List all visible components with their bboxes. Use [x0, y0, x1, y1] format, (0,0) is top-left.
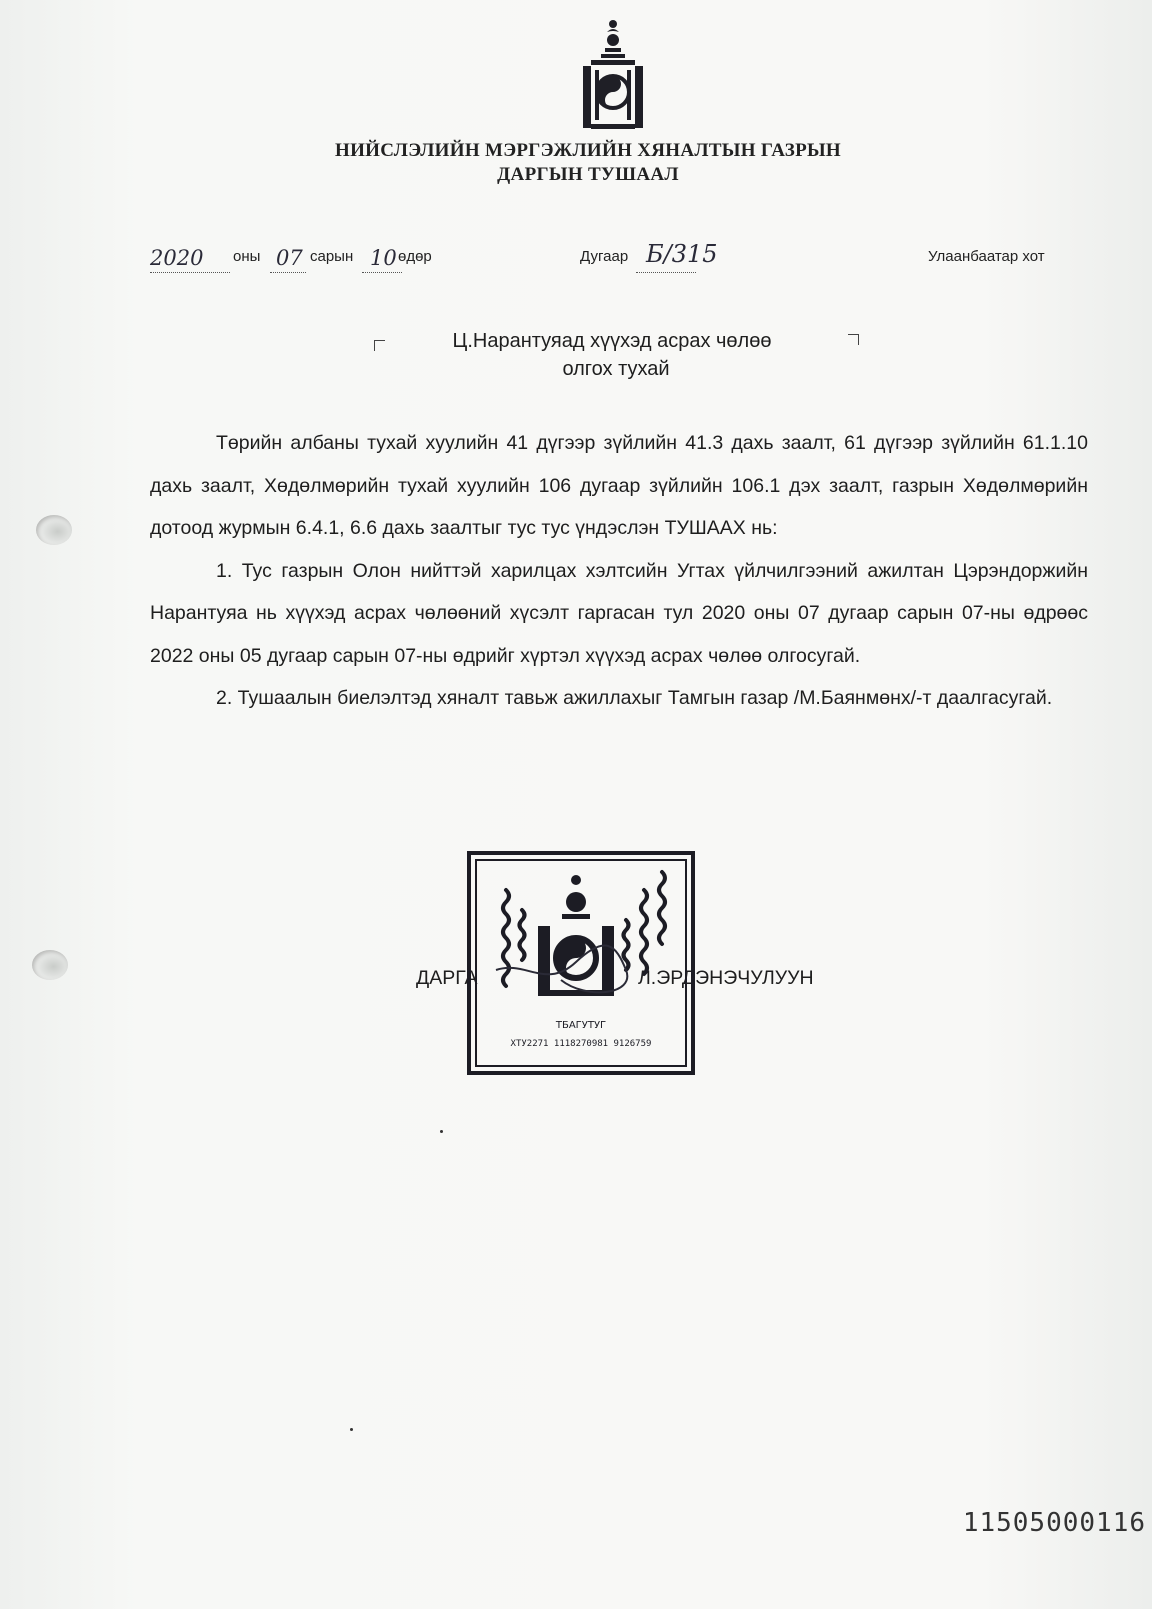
punch-hole-bottom: [32, 950, 68, 980]
date-month: 07: [276, 246, 303, 270]
document-number: 11505000116: [962, 1508, 1146, 1538]
signer-name: Л.ЭРДЭНЭЧУЛУУН: [638, 967, 814, 989]
preamble-paragraph: Төрийн албаны тухай хуулийн 41 дүгээр зүйлийн 41.3 дахь заалт, 61 дүгээр зүйлийн 61.1.10 дахь заалт, Хөдөлмөрийн тухай хуулийн 106 дугаар зүйлийн 106.1 дэх заалт, газрын Хөдөлмөрийн дотоод журмын 6.4.1, 6.6 дахь заалтыг тус тус үндэслэн ТУШААХ нь:: [150, 432, 1088, 539]
order-number: Б/315: [646, 240, 718, 268]
date-year: 2020: [150, 246, 204, 270]
year-suffix: оны: [233, 248, 261, 265]
day-underline: [362, 272, 402, 273]
place: Улаанбаатар хот: [928, 248, 1045, 265]
subject-line1: Ц.Нарантуяад хүүхэд асрах чөлөө: [452, 330, 772, 352]
order-item-1: 1. Тус газрын Олон нийттэй харилцах хэлтсийн Угтах үйлчилгээний ажилтан Цэрэндоржийн Нарантуяа нь хүүхэд асрах чөлөөний хүсэлт гаргасан тул 2020 оны 07 дугаар сарын 07-ны өдрөөс 2022 оны 05 дугаар сарын 07-ны өдрийг хүртэл хүүхэд асрах чөлөө олгосугай.: [150, 559, 1088, 667]
month-suffix: сарын: [310, 248, 354, 265]
official-stamp: [466, 850, 696, 1076]
month-underline: [270, 272, 306, 273]
year-underline: [150, 272, 230, 273]
day-suffix: өдөр: [398, 248, 432, 265]
subject-line2: олгох тухай: [562, 358, 670, 380]
stamp-label: ТБАГУТУГ: [555, 1020, 607, 1031]
stamp-mongol-script: [503, 872, 665, 986]
org-title-line2: ДАРГЫН ТУШААЛ: [497, 164, 679, 185]
speck: [440, 1130, 443, 1133]
stamp-codes: ХТУ2271 1118270981 9126759: [510, 1039, 652, 1049]
signer-title: ДАРГА: [416, 967, 478, 989]
date-day: 10: [370, 246, 397, 270]
order-item-2: 2. Тушаалын биелэлтэд хяналт тавьж ажиллахыг Тамгын газар /М.Баянмөнх/-т даалгасугай.: [216, 687, 1053, 709]
speck: [350, 1428, 353, 1431]
stamp-emblem-icon: [538, 875, 614, 996]
number-underline: [636, 272, 696, 273]
number-label: Дугаар: [580, 248, 629, 265]
order-body: [150, 422, 1088, 720]
punch-hole-top: [36, 515, 72, 545]
state-emblem-icon: [583, 18, 643, 130]
org-title-line1: НИЙСЛЭЛИЙН МЭРГЭЖЛИЙН ХЯНАЛТЫН ГАЗРЫН: [334, 140, 842, 161]
